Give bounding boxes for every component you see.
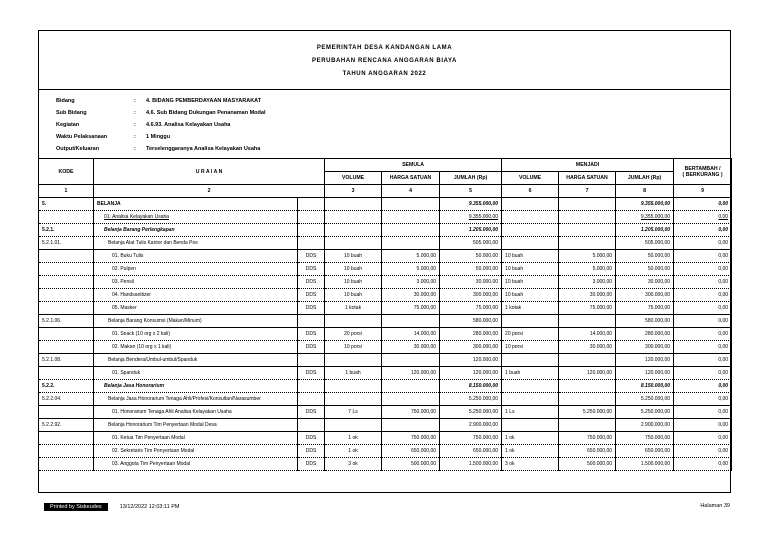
cell-harga-1: 30.000,00 bbox=[382, 289, 440, 302]
cell-harga-2: 14.000,00 bbox=[559, 328, 616, 341]
cell-jumlah-1: 50.000,00 bbox=[440, 263, 502, 276]
cell-volume-1 bbox=[325, 198, 382, 211]
info-row bbox=[56, 143, 266, 155]
cell-sumber: DDS bbox=[298, 432, 325, 445]
cell-sumber bbox=[298, 393, 325, 406]
cell-jumlah-1: 505.000,00 bbox=[440, 237, 502, 250]
cell-jumlah-2: 120.000,00 bbox=[616, 367, 674, 380]
cell-selisih: 0,00 bbox=[674, 224, 732, 237]
col-num-2: 2 bbox=[94, 185, 325, 198]
cell-jumlah-2: 75.000,00 bbox=[616, 302, 674, 315]
cell-volume-1: 10 porsi bbox=[325, 341, 382, 354]
col-num-7: 7 bbox=[559, 185, 616, 198]
page-number: Halaman 39 bbox=[700, 503, 730, 509]
cell-sumber: DDS bbox=[298, 250, 325, 263]
table-row bbox=[39, 276, 732, 289]
cell-harga-1 bbox=[382, 380, 440, 393]
cell-jumlah-1: 50.000,00 bbox=[440, 250, 502, 263]
cell-harga-1 bbox=[382, 393, 440, 406]
cell-harga-2 bbox=[559, 315, 616, 328]
cell-volume-1: 10 buah bbox=[325, 289, 382, 302]
cell-harga-2: 5.000,00 bbox=[559, 263, 616, 276]
cell-harga-2 bbox=[559, 237, 616, 250]
cell-volume-1 bbox=[325, 315, 382, 328]
cell-jumlah-1: 75.000,00 bbox=[440, 302, 502, 315]
col-jumlah-2: JUMLAH (Rp) bbox=[616, 172, 674, 185]
print-timestamp: 13/12/2022 12:03:11 PM bbox=[119, 504, 180, 510]
header-divider bbox=[39, 89, 730, 90]
table-row bbox=[39, 380, 732, 393]
cell-harga-2: 650.000,00 bbox=[559, 445, 616, 458]
cell-volume-2: 1 buah bbox=[502, 367, 559, 380]
cell-jumlah-2: 650.000,00 bbox=[616, 445, 674, 458]
cell-sumber bbox=[298, 419, 325, 432]
cell-uraian: Belanja Alat Tulis Kantor dan Benda Pos bbox=[94, 237, 298, 250]
cell-selisih: 0,00 bbox=[674, 445, 732, 458]
cell-harga-1: 500.000,00 bbox=[382, 458, 440, 471]
cell-selisih: 0,00 bbox=[674, 367, 732, 380]
cell-volume-2: 10 buah bbox=[502, 289, 559, 302]
cell-harga-1: 14.000,00 bbox=[382, 328, 440, 341]
cell-harga-2 bbox=[559, 198, 616, 211]
cell-volume-1 bbox=[325, 224, 382, 237]
cell-harga-2: 120.000,00 bbox=[559, 367, 616, 380]
cell-selisih: 0,00 bbox=[674, 315, 732, 328]
cell-kode: 5.2.1. bbox=[39, 224, 94, 237]
cell-volume-1: 7 Ls bbox=[325, 406, 382, 419]
cell-jumlah-2: 120.000,00 bbox=[616, 354, 674, 367]
info-value: 4.6. Sub Bidang Dukungan Penanaman Modal bbox=[146, 110, 266, 116]
cell-jumlah-2: 750.000,00 bbox=[616, 432, 674, 445]
cell-harga-1: 5.000,00 bbox=[382, 250, 440, 263]
cell-jumlah-1: 9.355.000,00 bbox=[440, 198, 502, 211]
cell-sumber bbox=[298, 354, 325, 367]
cell-uraian: Belanja Jasa Honorarium Tenaga Ahli/Profesi/Konsultan/Narasumber bbox=[94, 393, 298, 406]
info-row bbox=[56, 107, 266, 119]
info-label: Kegiatan bbox=[56, 122, 80, 128]
cell-selisih: 0,00 bbox=[674, 406, 732, 419]
cell-uraian: 03. Anggota Tim Penyertaan Modal bbox=[94, 458, 298, 471]
cell-selisih: 0,00 bbox=[674, 341, 732, 354]
info-label: Bidang bbox=[56, 98, 75, 104]
cell-jumlah-1: 9.355.000,00 bbox=[440, 211, 502, 224]
cell-volume-1: 10 buah bbox=[325, 263, 382, 276]
col-num-8: 8 bbox=[616, 185, 674, 198]
cell-harga-1: 750.000,00 bbox=[382, 432, 440, 445]
info-colon: : bbox=[134, 122, 136, 128]
cell-harga-1 bbox=[382, 237, 440, 250]
cell-harga-2: 500.000,00 bbox=[559, 458, 616, 471]
cell-volume-1 bbox=[325, 393, 382, 406]
table-row bbox=[39, 328, 732, 341]
cell-jumlah-2: 280.000,00 bbox=[616, 328, 674, 341]
cell-sumber: DDS bbox=[298, 341, 325, 354]
cell-selisih: 0,00 bbox=[674, 393, 732, 406]
cell-harga-1 bbox=[382, 198, 440, 211]
cell-kode bbox=[39, 458, 94, 471]
cell-kode bbox=[39, 445, 94, 458]
cell-sumber: DDS bbox=[298, 458, 325, 471]
cell-kode: 5.2.1.08. bbox=[39, 354, 94, 367]
cell-sumber: DDS bbox=[298, 406, 325, 419]
cell-harga-1: 30.000,00 bbox=[382, 341, 440, 354]
cell-jumlah-2: 300.000,00 bbox=[616, 289, 674, 302]
table-row bbox=[39, 237, 732, 250]
footer bbox=[44, 503, 180, 511]
cell-kode: 5.2.2. bbox=[39, 380, 94, 393]
cell-kode: 5.2.1.01. bbox=[39, 237, 94, 250]
budget-table bbox=[38, 158, 732, 471]
cell-jumlah-1: 750.000,00 bbox=[440, 432, 502, 445]
col-num-4: 4 bbox=[382, 185, 440, 198]
cell-harga-2: 75.000,00 bbox=[559, 302, 616, 315]
cell-volume-1 bbox=[325, 211, 382, 224]
cell-selisih: 0,00 bbox=[674, 458, 732, 471]
cell-harga-1 bbox=[382, 224, 440, 237]
cell-sumber: DDS bbox=[298, 328, 325, 341]
cell-uraian: Belanja Honorarium Tim Penyertaan Modal Desa bbox=[94, 419, 298, 432]
info-label: Sub Bidang bbox=[56, 110, 87, 116]
cell-volume-2 bbox=[502, 354, 559, 367]
cell-volume-1: 1 ok bbox=[325, 432, 382, 445]
cell-selisih: 0,00 bbox=[674, 380, 732, 393]
cell-volume-1 bbox=[325, 237, 382, 250]
cell-uraian: 01. Buku Tulis bbox=[94, 250, 298, 263]
col-volume-2: VOLUME bbox=[502, 172, 559, 185]
cell-volume-2: 10 buah bbox=[502, 263, 559, 276]
col-volume-1: VOLUME bbox=[325, 172, 382, 185]
cell-uraian: 01. Ketua Tim Penyertaan Modal bbox=[94, 432, 298, 445]
cell-selisih: 0,00 bbox=[674, 289, 732, 302]
cell-jumlah-2: 5.250.000,00 bbox=[616, 406, 674, 419]
cell-jumlah-1: 300.000,00 bbox=[440, 289, 502, 302]
cell-uraian: 04. Handsanitizer bbox=[94, 289, 298, 302]
table-row bbox=[39, 211, 732, 224]
cell-sumber bbox=[298, 315, 325, 328]
cell-volume-1 bbox=[325, 354, 382, 367]
table-row bbox=[39, 419, 732, 432]
cell-jumlah-2: 8.150.000,00 bbox=[616, 380, 674, 393]
cell-kode bbox=[39, 211, 94, 224]
cell-sumber bbox=[298, 198, 325, 211]
cell-sumber: DDS bbox=[298, 445, 325, 458]
cell-harga-2: 3.000,00 bbox=[559, 276, 616, 289]
cell-jumlah-2: 2.900.000,00 bbox=[616, 419, 674, 432]
info-colon: : bbox=[134, 98, 136, 104]
cell-sumber: DDS bbox=[298, 302, 325, 315]
info-row bbox=[56, 119, 266, 131]
cell-harga-2 bbox=[559, 419, 616, 432]
cell-harga-1: 3.000,00 bbox=[382, 276, 440, 289]
cell-volume-2 bbox=[502, 419, 559, 432]
cell-volume-2: 1 kotak bbox=[502, 302, 559, 315]
info-row bbox=[56, 95, 266, 107]
col-kode: KODE bbox=[39, 159, 94, 185]
cell-harga-1 bbox=[382, 354, 440, 367]
cell-harga-2: 5.000,00 bbox=[559, 250, 616, 263]
cell-jumlah-2: 50.000,00 bbox=[616, 263, 674, 276]
table-row bbox=[39, 367, 732, 380]
cell-uraian: 02. Pulpen bbox=[94, 263, 298, 276]
cell-harga-2 bbox=[559, 224, 616, 237]
cell-jumlah-1: 1.500.000,00 bbox=[440, 458, 502, 471]
table-row bbox=[39, 250, 732, 263]
info-colon: : bbox=[134, 146, 136, 152]
header-line1: PEMERINTAH DESA KANDANGAN LAMA bbox=[316, 45, 453, 51]
cell-jumlah-2: 1.205.000,00 bbox=[616, 224, 674, 237]
col-num-6: 6 bbox=[502, 185, 559, 198]
cell-kode bbox=[39, 263, 94, 276]
info-value: 4. BIDANG PEMBERDAYAAN MASYARAKAT bbox=[146, 98, 262, 104]
cell-jumlah-1: 120.000,00 bbox=[440, 367, 502, 380]
cell-jumlah-2: 505.000,00 bbox=[616, 237, 674, 250]
cell-jumlah-2: 50.000,00 bbox=[616, 250, 674, 263]
cell-jumlah-1: 8.150.000,00 bbox=[440, 380, 502, 393]
cell-kode: 5. bbox=[39, 198, 94, 211]
cell-volume-1: 1 kotak bbox=[325, 302, 382, 315]
cell-volume-1: 10 buah bbox=[325, 250, 382, 263]
cell-volume-2 bbox=[502, 393, 559, 406]
cell-harga-2: 30.000,00 bbox=[559, 289, 616, 302]
cell-selisih: 0,00 bbox=[674, 432, 732, 445]
cell-harga-1: 650.000,00 bbox=[382, 445, 440, 458]
cell-kode: 5.2.2.04. bbox=[39, 393, 94, 406]
cell-volume-2: 1 ok bbox=[502, 432, 559, 445]
cell-uraian: Belanja Bendera/Umbul-umbul/Spanduk bbox=[94, 354, 298, 367]
cell-volume-1: 1 ok bbox=[325, 445, 382, 458]
cell-uraian: BELANJA bbox=[94, 198, 298, 211]
col-num-5: 5 bbox=[440, 185, 502, 198]
cell-volume-2: 3 ok bbox=[502, 458, 559, 471]
cell-selisih: 0,00 bbox=[674, 250, 732, 263]
cell-selisih: 0,00 bbox=[674, 328, 732, 341]
cell-jumlah-1: 30.000,00 bbox=[440, 276, 502, 289]
cell-uraian: 01. Snack (10 org x 2 kali) bbox=[94, 328, 298, 341]
cell-kode bbox=[39, 250, 94, 263]
cell-volume-1 bbox=[325, 380, 382, 393]
cell-harga-1 bbox=[382, 315, 440, 328]
header-line2: PERUBAHAN RENCANA ANGGARAN BIAYA bbox=[312, 58, 457, 64]
cell-harga-1: 75.000,00 bbox=[382, 302, 440, 315]
cell-sumber: DDS bbox=[298, 263, 325, 276]
cell-kode: 5.2.1.06. bbox=[39, 315, 94, 328]
cell-selisih: 0,00 bbox=[674, 198, 732, 211]
cell-selisih: 0,00 bbox=[674, 419, 732, 432]
cell-volume-2 bbox=[502, 237, 559, 250]
cell-volume-2 bbox=[502, 224, 559, 237]
cell-harga-2 bbox=[559, 393, 616, 406]
table-row bbox=[39, 458, 732, 471]
cell-jumlah-2: 5.250.000,00 bbox=[616, 393, 674, 406]
cell-selisih: 0,00 bbox=[674, 354, 732, 367]
col-num-3: 3 bbox=[325, 185, 382, 198]
cell-uraian: 01. Analisa Kelayakan Usaha bbox=[94, 211, 298, 224]
cell-kode bbox=[39, 367, 94, 380]
cell-jumlah-2: 300.000,00 bbox=[616, 341, 674, 354]
cell-harga-2 bbox=[559, 380, 616, 393]
cell-harga-1: 120.000,00 bbox=[382, 367, 440, 380]
cell-jumlah-2: 9.355.000,00 bbox=[616, 211, 674, 224]
cell-uraian: 02. Makan (10 org x 1 kali) bbox=[94, 341, 298, 354]
table-row bbox=[39, 224, 732, 237]
cell-volume-1 bbox=[325, 419, 382, 432]
cell-harga-2 bbox=[559, 354, 616, 367]
info-block bbox=[56, 95, 266, 155]
cell-volume-1: 3 ok bbox=[325, 458, 382, 471]
cell-jumlah-1: 5.250.000,00 bbox=[440, 406, 502, 419]
cell-selisih: 0,00 bbox=[674, 237, 732, 250]
cell-selisih: 0,00 bbox=[674, 263, 732, 276]
document-page bbox=[38, 30, 731, 493]
printed-by-badge: Printed by Siskeudes bbox=[44, 503, 108, 511]
cell-uraian: Belanja Barang Perlengkapan bbox=[94, 224, 298, 237]
info-label: Waktu Pelaksanaan bbox=[56, 134, 108, 140]
table-row bbox=[39, 341, 732, 354]
cell-jumlah-2: 580.000,00 bbox=[616, 315, 674, 328]
cell-selisih: 0,00 bbox=[674, 211, 732, 224]
cell-volume-2: 1 ok bbox=[502, 445, 559, 458]
cell-kode bbox=[39, 406, 94, 419]
table-row bbox=[39, 406, 732, 419]
cell-kode: 5.2.2.92. bbox=[39, 419, 94, 432]
cell-sumber: DDS bbox=[298, 367, 325, 380]
cell-kode bbox=[39, 276, 94, 289]
cell-selisih: 0,00 bbox=[674, 302, 732, 315]
cell-harga-2: 750.000,00 bbox=[559, 432, 616, 445]
info-value: 1 Minggu bbox=[146, 134, 171, 140]
table-row bbox=[39, 393, 732, 406]
cell-jumlah-1: 2.900.000,00 bbox=[440, 419, 502, 432]
cell-jumlah-1: 580.000,00 bbox=[440, 315, 502, 328]
col-harga-1: HARGA SATUAN bbox=[382, 172, 440, 185]
cell-volume-2: 10 buah bbox=[502, 276, 559, 289]
cell-jumlah-2: 9.355.000,00 bbox=[616, 198, 674, 211]
cell-jumlah-1: 120.000,00 bbox=[440, 354, 502, 367]
cell-jumlah-1: 5.250.000,00 bbox=[440, 393, 502, 406]
cell-volume-2: 20 porsi bbox=[502, 328, 559, 341]
cell-sumber bbox=[298, 224, 325, 237]
cell-uraian: Belanja Jasa Honorarium bbox=[94, 380, 298, 393]
cell-volume-2: 1 Ls bbox=[502, 406, 559, 419]
cell-kode bbox=[39, 432, 94, 445]
cell-volume-2: 10 buah bbox=[502, 250, 559, 263]
table-row bbox=[39, 432, 732, 445]
cell-volume-1: 20 porsi bbox=[325, 328, 382, 341]
col-harga-2: HARGA SATUAN bbox=[559, 172, 616, 185]
cell-uraian: 01. Spanduk bbox=[94, 367, 298, 380]
cell-sumber bbox=[298, 237, 325, 250]
cell-uraian: 03. Pensil bbox=[94, 276, 298, 289]
cell-harga-1 bbox=[382, 211, 440, 224]
cell-harga-2: 30.000,00 bbox=[559, 341, 616, 354]
table-row bbox=[39, 263, 732, 276]
cell-volume-2: 10 porsi bbox=[502, 341, 559, 354]
cell-kode bbox=[39, 289, 94, 302]
cell-volume-2 bbox=[502, 380, 559, 393]
cell-harga-1: 5.000,00 bbox=[382, 263, 440, 276]
table-row bbox=[39, 198, 732, 211]
cell-sumber: DDS bbox=[298, 289, 325, 302]
col-uraian: U R A I A N bbox=[94, 159, 325, 185]
cell-sumber bbox=[298, 380, 325, 393]
col-semula: SEMULA bbox=[325, 159, 502, 172]
cell-harga-2 bbox=[559, 211, 616, 224]
info-colon: : bbox=[134, 134, 136, 140]
cell-selisih: 0,00 bbox=[674, 276, 732, 289]
table-row bbox=[39, 445, 732, 458]
cell-jumlah-1: 650.000,00 bbox=[440, 445, 502, 458]
cell-uraian: 02. Sekretaris Tim Penyertaan Modal bbox=[94, 445, 298, 458]
cell-jumlah-2: 30.000,00 bbox=[616, 276, 674, 289]
cell-volume-2 bbox=[502, 315, 559, 328]
info-value: 4.6.93. Analisa Kelayakan Usaha bbox=[146, 122, 231, 128]
cell-jumlah-1: 1.205.000,00 bbox=[440, 224, 502, 237]
cell-harga-1 bbox=[382, 419, 440, 432]
cell-volume-1: 1 buah bbox=[325, 367, 382, 380]
col-bertambah: BERTAMBAH / ( BERKURANG ) bbox=[674, 159, 732, 185]
cell-kode bbox=[39, 302, 94, 315]
cell-sumber: DDS bbox=[298, 276, 325, 289]
info-row bbox=[56, 131, 266, 143]
col-menjadi: MENJADI bbox=[502, 159, 674, 172]
cell-kode bbox=[39, 328, 94, 341]
cell-uraian: 05. Masker bbox=[94, 302, 298, 315]
cell-jumlah-1: 300.000,00 bbox=[440, 341, 502, 354]
cell-jumlah-2: 1.500.000,00 bbox=[616, 458, 674, 471]
cell-volume-1: 10 buah bbox=[325, 276, 382, 289]
col-num-9: 9 bbox=[674, 185, 732, 198]
table-row bbox=[39, 302, 732, 315]
cell-volume-2 bbox=[502, 211, 559, 224]
cell-harga-1: 750.000,00 bbox=[382, 406, 440, 419]
cell-uraian: 01. Honorarium Tenaga Ahli Analisa Kelayakan Usaha bbox=[94, 406, 298, 419]
col-num-1: 1 bbox=[39, 185, 94, 198]
cell-volume-2 bbox=[502, 198, 559, 211]
cell-kode bbox=[39, 341, 94, 354]
info-value: Terselenggaranya Analisa Kelayakan Usaha bbox=[146, 146, 261, 152]
cell-sumber bbox=[298, 211, 325, 224]
col-jumlah-1: JUMLAH (Rp) bbox=[440, 172, 502, 185]
table-row bbox=[39, 315, 732, 328]
header-line3: TAHUN ANGGARAN 2022 bbox=[342, 71, 427, 77]
table-row bbox=[39, 289, 732, 302]
cell-harga-2: 5.250.000,00 bbox=[559, 406, 616, 419]
info-colon: : bbox=[134, 110, 136, 116]
cell-uraian: Belanja Barang Konsumsi (Makan/Minum) bbox=[94, 315, 298, 328]
info-label: Output/Keluaran bbox=[56, 146, 100, 152]
table-row bbox=[39, 354, 732, 367]
cell-jumlah-1: 280.000,00 bbox=[440, 328, 502, 341]
